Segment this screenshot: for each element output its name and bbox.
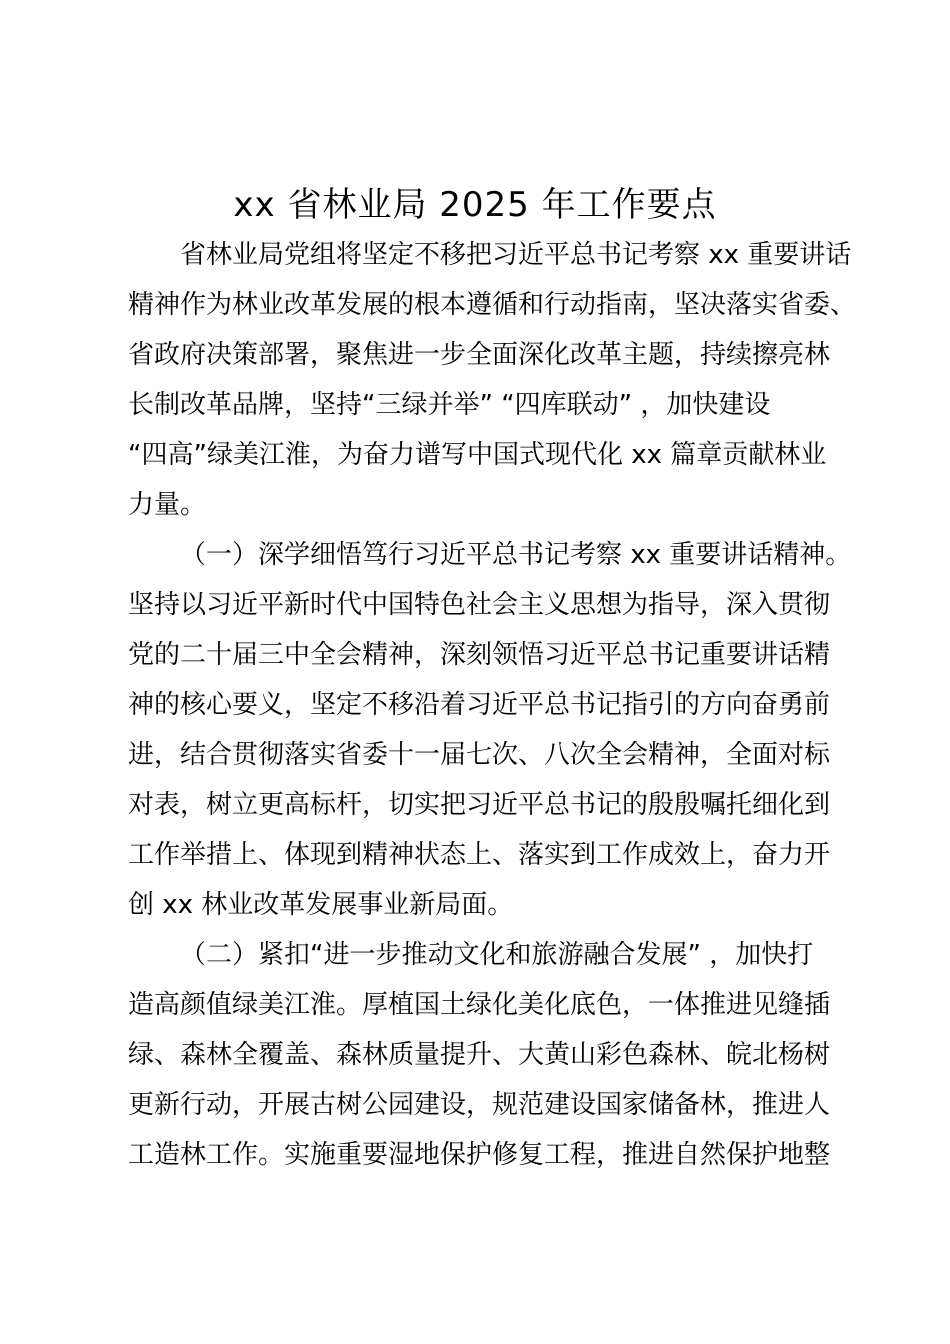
paragraph-line: 进，结合贯彻落实省委十一届七次、八次全会精神，全面对标 bbox=[128, 740, 831, 770]
paragraph-line: 对表，树立更高标杆，切实把习近平总书记的殷殷嘱托细化到 bbox=[128, 790, 831, 820]
paragraph-intro bbox=[128, 230, 868, 530]
paragraph-line: 坚持以习近平新时代中国特色社会主义思想为指导，深入贯彻 bbox=[128, 590, 831, 620]
paragraph-section-2 bbox=[128, 930, 868, 1180]
paragraph-line: 长制改革品牌，坚持“三绿并举” “四库联动” ，加快建设 bbox=[128, 390, 771, 420]
paragraph-line: 党的二十届三中全会精神，深刻领悟习近平总书记重要讲话精 bbox=[128, 640, 831, 670]
paragraph-line: 力量。 bbox=[128, 490, 207, 520]
section-heading-line: （一）深学细悟笃行习近平总书记考察 xx 重要讲话精神。 bbox=[180, 540, 852, 570]
document-body bbox=[128, 230, 868, 1180]
paragraph-section-1 bbox=[128, 530, 868, 930]
paragraph-line: 工造林工作。实施重要湿地保护修复工程，推进自然保护地整 bbox=[128, 1140, 831, 1170]
paragraph-line: 更新行动，开展古树公园建设，规范建设国家储备林，推进人 bbox=[128, 1090, 831, 1120]
paragraph-line: 工作举措上、体现到精神状态上、落实到工作成效上，奋力开 bbox=[128, 840, 831, 870]
paragraph-line: 省政府决策部署，聚焦进一步全面深化改革主题，持续擦亮林 bbox=[128, 340, 831, 370]
paragraph-line: 省林业局党组将坚定不移把习近平总书记考察 xx 重要讲话 bbox=[180, 240, 852, 270]
paragraph-line: 造高颜值绿美江淮。厚植国土绿化美化底色，一体推进见缝插 bbox=[128, 990, 831, 1020]
document-title: xx 省林业局 2025 年工作要点 bbox=[233, 185, 717, 225]
paragraph-line: 绿、森林全覆盖、森林质量提升、大黄山彩色森林、皖北杨树 bbox=[128, 1040, 831, 1070]
paragraph-line: 神的核心要义，坚定不移沿着习近平总书记指引的方向奋勇前 bbox=[128, 690, 831, 720]
paragraph-line: “四高”绿美江淮，为奋力谱写中国式现代化 xx 篇章贡献林业 bbox=[128, 440, 827, 470]
paragraph-line: 精神作为林业改革发展的根本遵循和行动指南，坚决落实省委、 bbox=[128, 290, 857, 320]
section-heading-line: （二）紧扣“进一步推动文化和旅游融合发展” ，加快打 bbox=[180, 940, 814, 970]
paragraph-line: 创 xx 林业改革发展事业新局面。 bbox=[128, 890, 514, 920]
